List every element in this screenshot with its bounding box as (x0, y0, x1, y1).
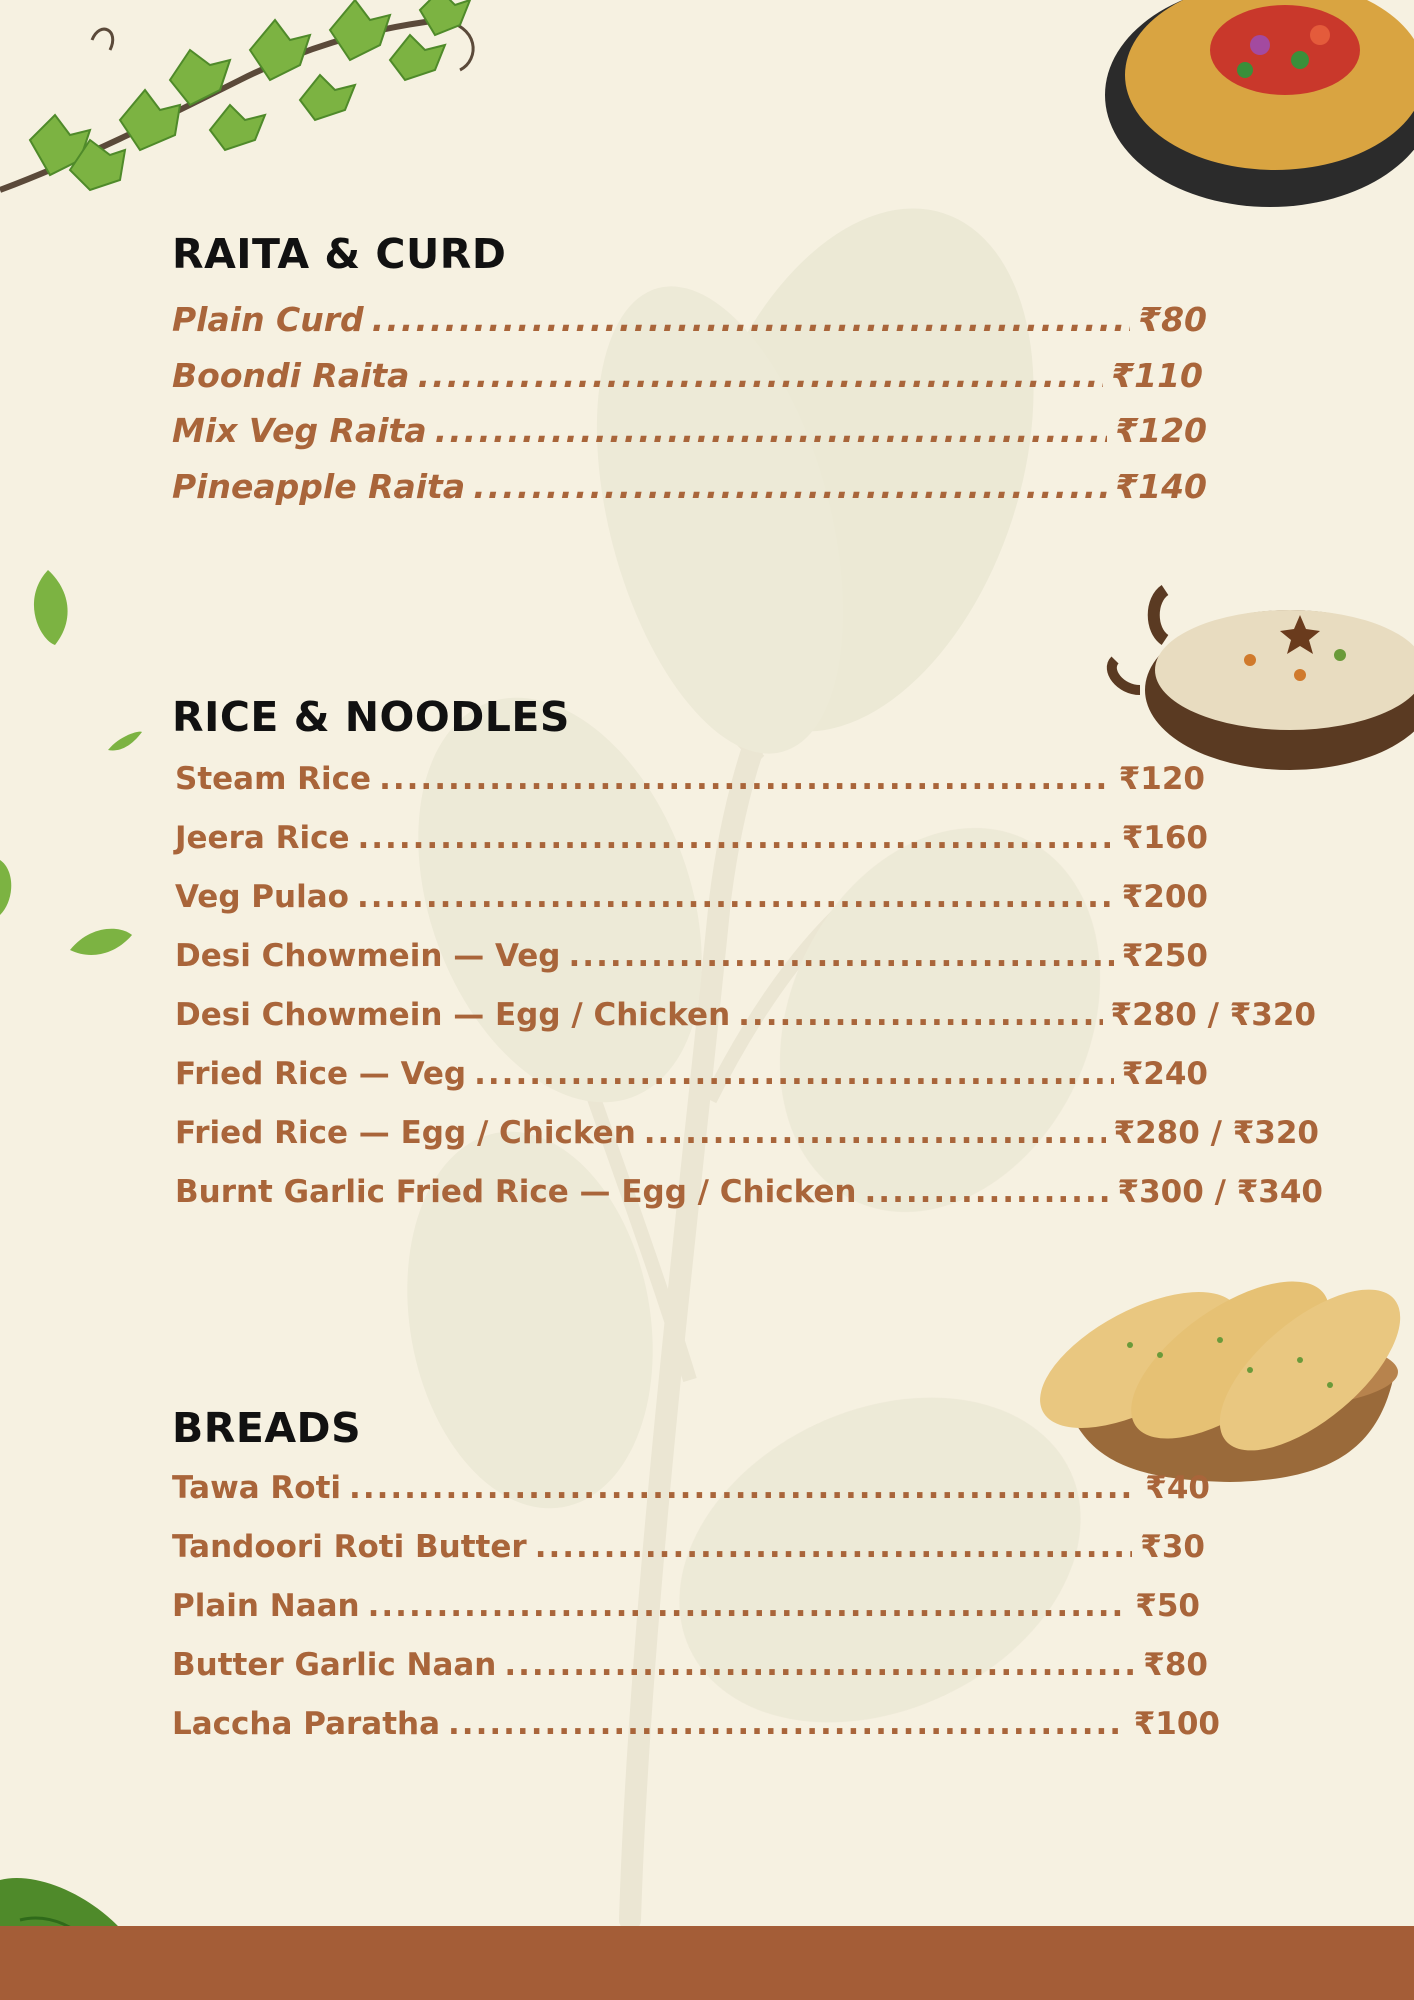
dot-leader (644, 1115, 1106, 1151)
menu-item (172, 1706, 1220, 1765)
menu-item (175, 879, 1208, 938)
menu-item (175, 1056, 1208, 1115)
menu-item (175, 1115, 1319, 1174)
breads-section (172, 1404, 1342, 1765)
menu-item (172, 1529, 1205, 1588)
menu-item-price: ₹160 (1121, 820, 1208, 856)
menu-item-price: ₹280 / ₹320 (1110, 997, 1316, 1033)
dot-leader (435, 411, 1108, 450)
dot-leader (368, 1588, 1128, 1624)
rice-section (172, 693, 1342, 1233)
dot-leader (417, 356, 1103, 395)
footer-band (0, 1926, 1414, 2000)
menu-item-name: Boondi Raita (172, 355, 410, 395)
vine-leaves-icon (0, 0, 473, 190)
menu-item-name: Butter Garlic Naan (172, 1647, 497, 1683)
menu-item-price: ₹80 (1143, 1647, 1208, 1683)
menu-item-name: Fried Rice — Egg / Chicken (175, 1115, 636, 1151)
falling-leaves-icon (0, 570, 142, 955)
dot-leader (379, 761, 1111, 797)
menu-item-name: Plain Naan (172, 1588, 360, 1624)
dot-leader (504, 1647, 1135, 1683)
menu-item (172, 411, 1207, 467)
menu-item-price: ₹120 (1118, 761, 1205, 797)
menu-item (175, 761, 1205, 820)
rice-list (172, 761, 1342, 1233)
uttapam-plate-icon (1105, 0, 1414, 207)
menu-item-name: Laccha Paratha (172, 1706, 441, 1742)
menu-item-price: ₹50 (1135, 1588, 1200, 1624)
dot-leader (738, 997, 1102, 1033)
dot-leader (357, 820, 1113, 856)
dot-leader (535, 1529, 1133, 1565)
menu-item (175, 1174, 1323, 1233)
menu-item-price: ₹40 (1145, 1470, 1210, 1506)
menu-item-name: Burnt Garlic Fried Rice — Egg / Chicken (175, 1174, 857, 1210)
menu-item-price: ₹200 (1121, 879, 1208, 915)
menu-item-name: Tandoori Roti Butter (172, 1529, 527, 1565)
menu-item (172, 1647, 1208, 1706)
menu-item-name: Fried Rice — Veg (175, 1056, 467, 1092)
menu-item (175, 820, 1208, 879)
menu-item-price: ₹30 (1140, 1529, 1205, 1565)
dot-leader (865, 1174, 1110, 1210)
menu-item-name: Steam Rice (175, 761, 372, 797)
dot-leader (474, 1056, 1114, 1092)
dot-leader (448, 1706, 1126, 1742)
breads-heading: BREADS (172, 1404, 362, 1452)
rice-heading: RICE & NOODLES (172, 693, 570, 741)
menu-item-price: ₹300 / ₹340 (1117, 1174, 1323, 1210)
breads-list (172, 1470, 1342, 1765)
dot-leader (473, 467, 1107, 506)
dot-leader (357, 879, 1114, 915)
menu-item-name: Jeera Rice (175, 820, 350, 856)
menu-item-price: ₹120 (1115, 411, 1207, 450)
menu-item (175, 938, 1208, 997)
menu-item-name: Pineapple Raita (172, 466, 466, 506)
menu-item-name: Plain Curd (172, 300, 364, 339)
menu-item (172, 356, 1203, 412)
dot-leader (569, 938, 1114, 974)
menu-item (172, 467, 1207, 523)
menu-item-price: ₹250 (1121, 938, 1208, 974)
menu-item (172, 300, 1207, 356)
menu-item-name: Tawa Roti (172, 1470, 342, 1506)
menu-item-price: ₹100 (1133, 1706, 1220, 1742)
menu-item-name: Veg Pulao (175, 879, 349, 915)
raita-section (172, 230, 1342, 522)
menu-item-price: ₹280 / ₹320 (1113, 1115, 1319, 1151)
menu-item-name: Desi Chowmein — Veg (175, 938, 561, 974)
menu-item-price: ₹240 (1121, 1056, 1208, 1092)
menu-item (175, 997, 1316, 1056)
dot-leader (372, 300, 1130, 339)
raita-list (172, 300, 1342, 522)
menu-item-name: Mix Veg Raita (172, 411, 427, 450)
menu-item-price: ₹80 (1138, 300, 1207, 339)
dot-leader (349, 1470, 1137, 1506)
menu-item (172, 1470, 1210, 1529)
menu-item-price: ₹110 (1111, 355, 1203, 395)
menu-item-price: ₹140 (1115, 466, 1207, 506)
menu-item-name: Desi Chowmein — Egg / Chicken (175, 997, 731, 1033)
menu-item (172, 1588, 1200, 1647)
raita-heading: RAITA & CURD (172, 230, 507, 278)
